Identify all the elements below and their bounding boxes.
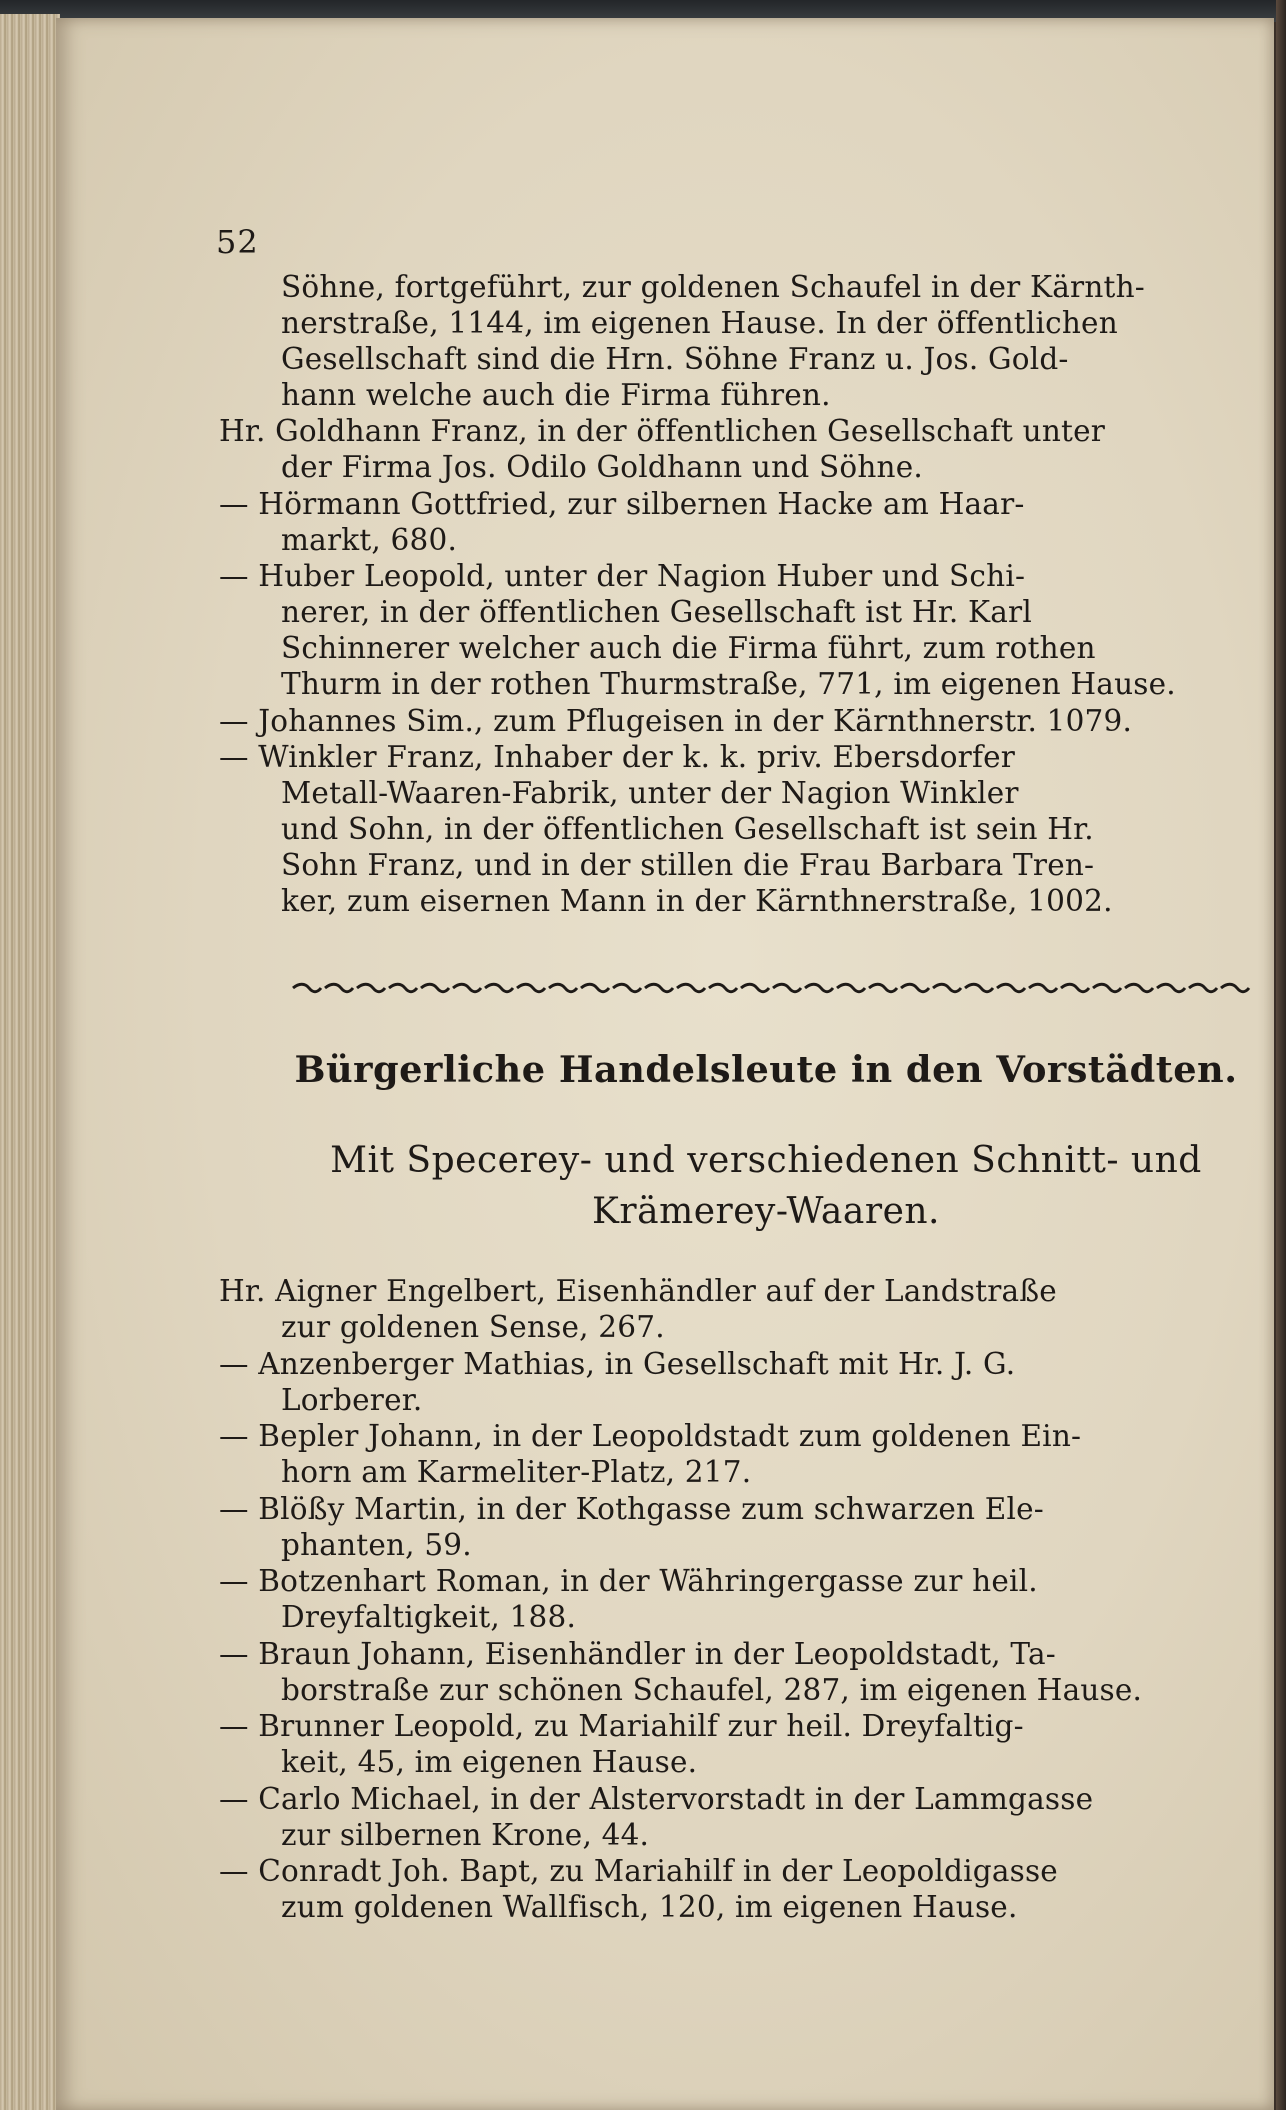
text-line: zur silbernen Krone, 44. [281, 1818, 650, 1852]
text-line: — Botzenhart Roman, in der Währingergasse zur heil. [219, 1564, 1038, 1598]
text-line: Söhne, fortgeführt, zur goldenen Schaufel in der Kärnth- [281, 270, 1145, 304]
text-line: — Blößy Martin, in der Kothgasse zum schwarzen Ele- [219, 1492, 1044, 1526]
text-line: — Huber Leopold, unter der Nagion Huber und Schi- [219, 559, 1026, 593]
book-page [56, 18, 1274, 2110]
text-line: zur goldenen Sense, 267. [281, 1310, 665, 1344]
section-subheading-line-1: Mit Specerey- und verschiedenen Schnitt- und [330, 1140, 1202, 1181]
page-content [56, 18, 1274, 2110]
text-line: — Conradt Joh. Bapt, zu Mariahilf in der Leopoldigasse [219, 1854, 1058, 1888]
text-line: horn am Karmeliter-Platz, 217. [281, 1455, 752, 1489]
text-line: Schinnerer welcher auch die Firma führt, zum rothen [281, 631, 1096, 665]
text-line: Hr. Aigner Engelbert, Eisenhändler auf der Landstraße [219, 1274, 1057, 1308]
text-line: nerer, in der öffentlichen Gesellschaft ist Hr. Karl [281, 595, 1032, 629]
text-line: Dreyfaltigkeit, 188. [281, 1600, 577, 1634]
ornamental-divider [291, 981, 1251, 995]
text-line: — Anzenberger Mathias, in Gesellschaft mit Hr. J. G. [219, 1347, 1016, 1381]
text-line: ker, zum eisernen Mann in der Kärnthnerstraße, 1002. [281, 884, 1113, 918]
text-line: und Sohn, in der öffentlichen Gesellschaft ist sein Hr. [281, 812, 1094, 846]
text-line: Metall-Waaren-Fabrik, unter der Nagion Winkler [281, 776, 1019, 810]
text-line: phanten, 59. [281, 1528, 472, 1562]
book-spine-edge [1276, 0, 1286, 2110]
text-line: — Braun Johann, Eisenhändler in der Leopoldstadt, Ta- [219, 1637, 1056, 1671]
text-line: der Firma Jos. Odilo Goldhann und Söhne. [281, 450, 923, 484]
text-line: Thurm in der rothen Thurmstraße, 771, im eigenen Hause. [281, 667, 1176, 701]
text-line: — Carlo Michael, in der Alstervorstadt in der Lammgasse [219, 1782, 1094, 1816]
text-line: Hr. Goldhann Franz, in der öffentlichen Gesellschaft unter [219, 414, 1106, 448]
text-line: hann welche auch die Firma führen. [281, 378, 831, 412]
section-subheading-line-2: Krämerey-Waaren. [592, 1191, 940, 1232]
text-line: nerstraße, 1144, im eigenen Hause. In der öffentlichen [281, 306, 1118, 340]
text-line: — Hörmann Gottfried, zur silbernen Hacke am Haar- [219, 487, 1025, 521]
text-line: Gesellschaft sind die Hrn. Söhne Franz u. Jos. Gold- [281, 342, 1069, 376]
text-line: Sohn Franz, und in der stillen die Frau Barbara Tren- [281, 848, 1095, 882]
text-line: — Bepler Johann, in der Leopoldstadt zum goldenen Ein- [219, 1419, 1082, 1453]
text-line: Lorberer. [281, 1383, 423, 1417]
text-line: borstraße zur schönen Schaufel, 287, im eigenen Hause. [281, 1673, 1143, 1707]
text-line: — Brunner Leopold, zu Mariahilf zur heil. Dreyfaltig- [219, 1709, 1024, 1743]
text-line: markt, 680. [281, 523, 458, 557]
page-number: 52 [216, 223, 259, 261]
text-line: — Winkler Franz, Inhaber der k. k. priv. Ebersdorfer [219, 740, 1016, 774]
text-line: zum goldenen Wallfisch, 120, im eigenen Hause. [281, 1890, 1018, 1924]
text-line: keit, 45, im eigenen Hause. [281, 1745, 698, 1779]
text-line: — Johannes Sim., zum Pflugeisen in der Kärnthnerstr. 1079. [219, 704, 1133, 738]
section-heading: Bürgerliche Handelsleute in den Vorstädten. [294, 1048, 1238, 1091]
page-stack-edge [0, 14, 60, 2110]
